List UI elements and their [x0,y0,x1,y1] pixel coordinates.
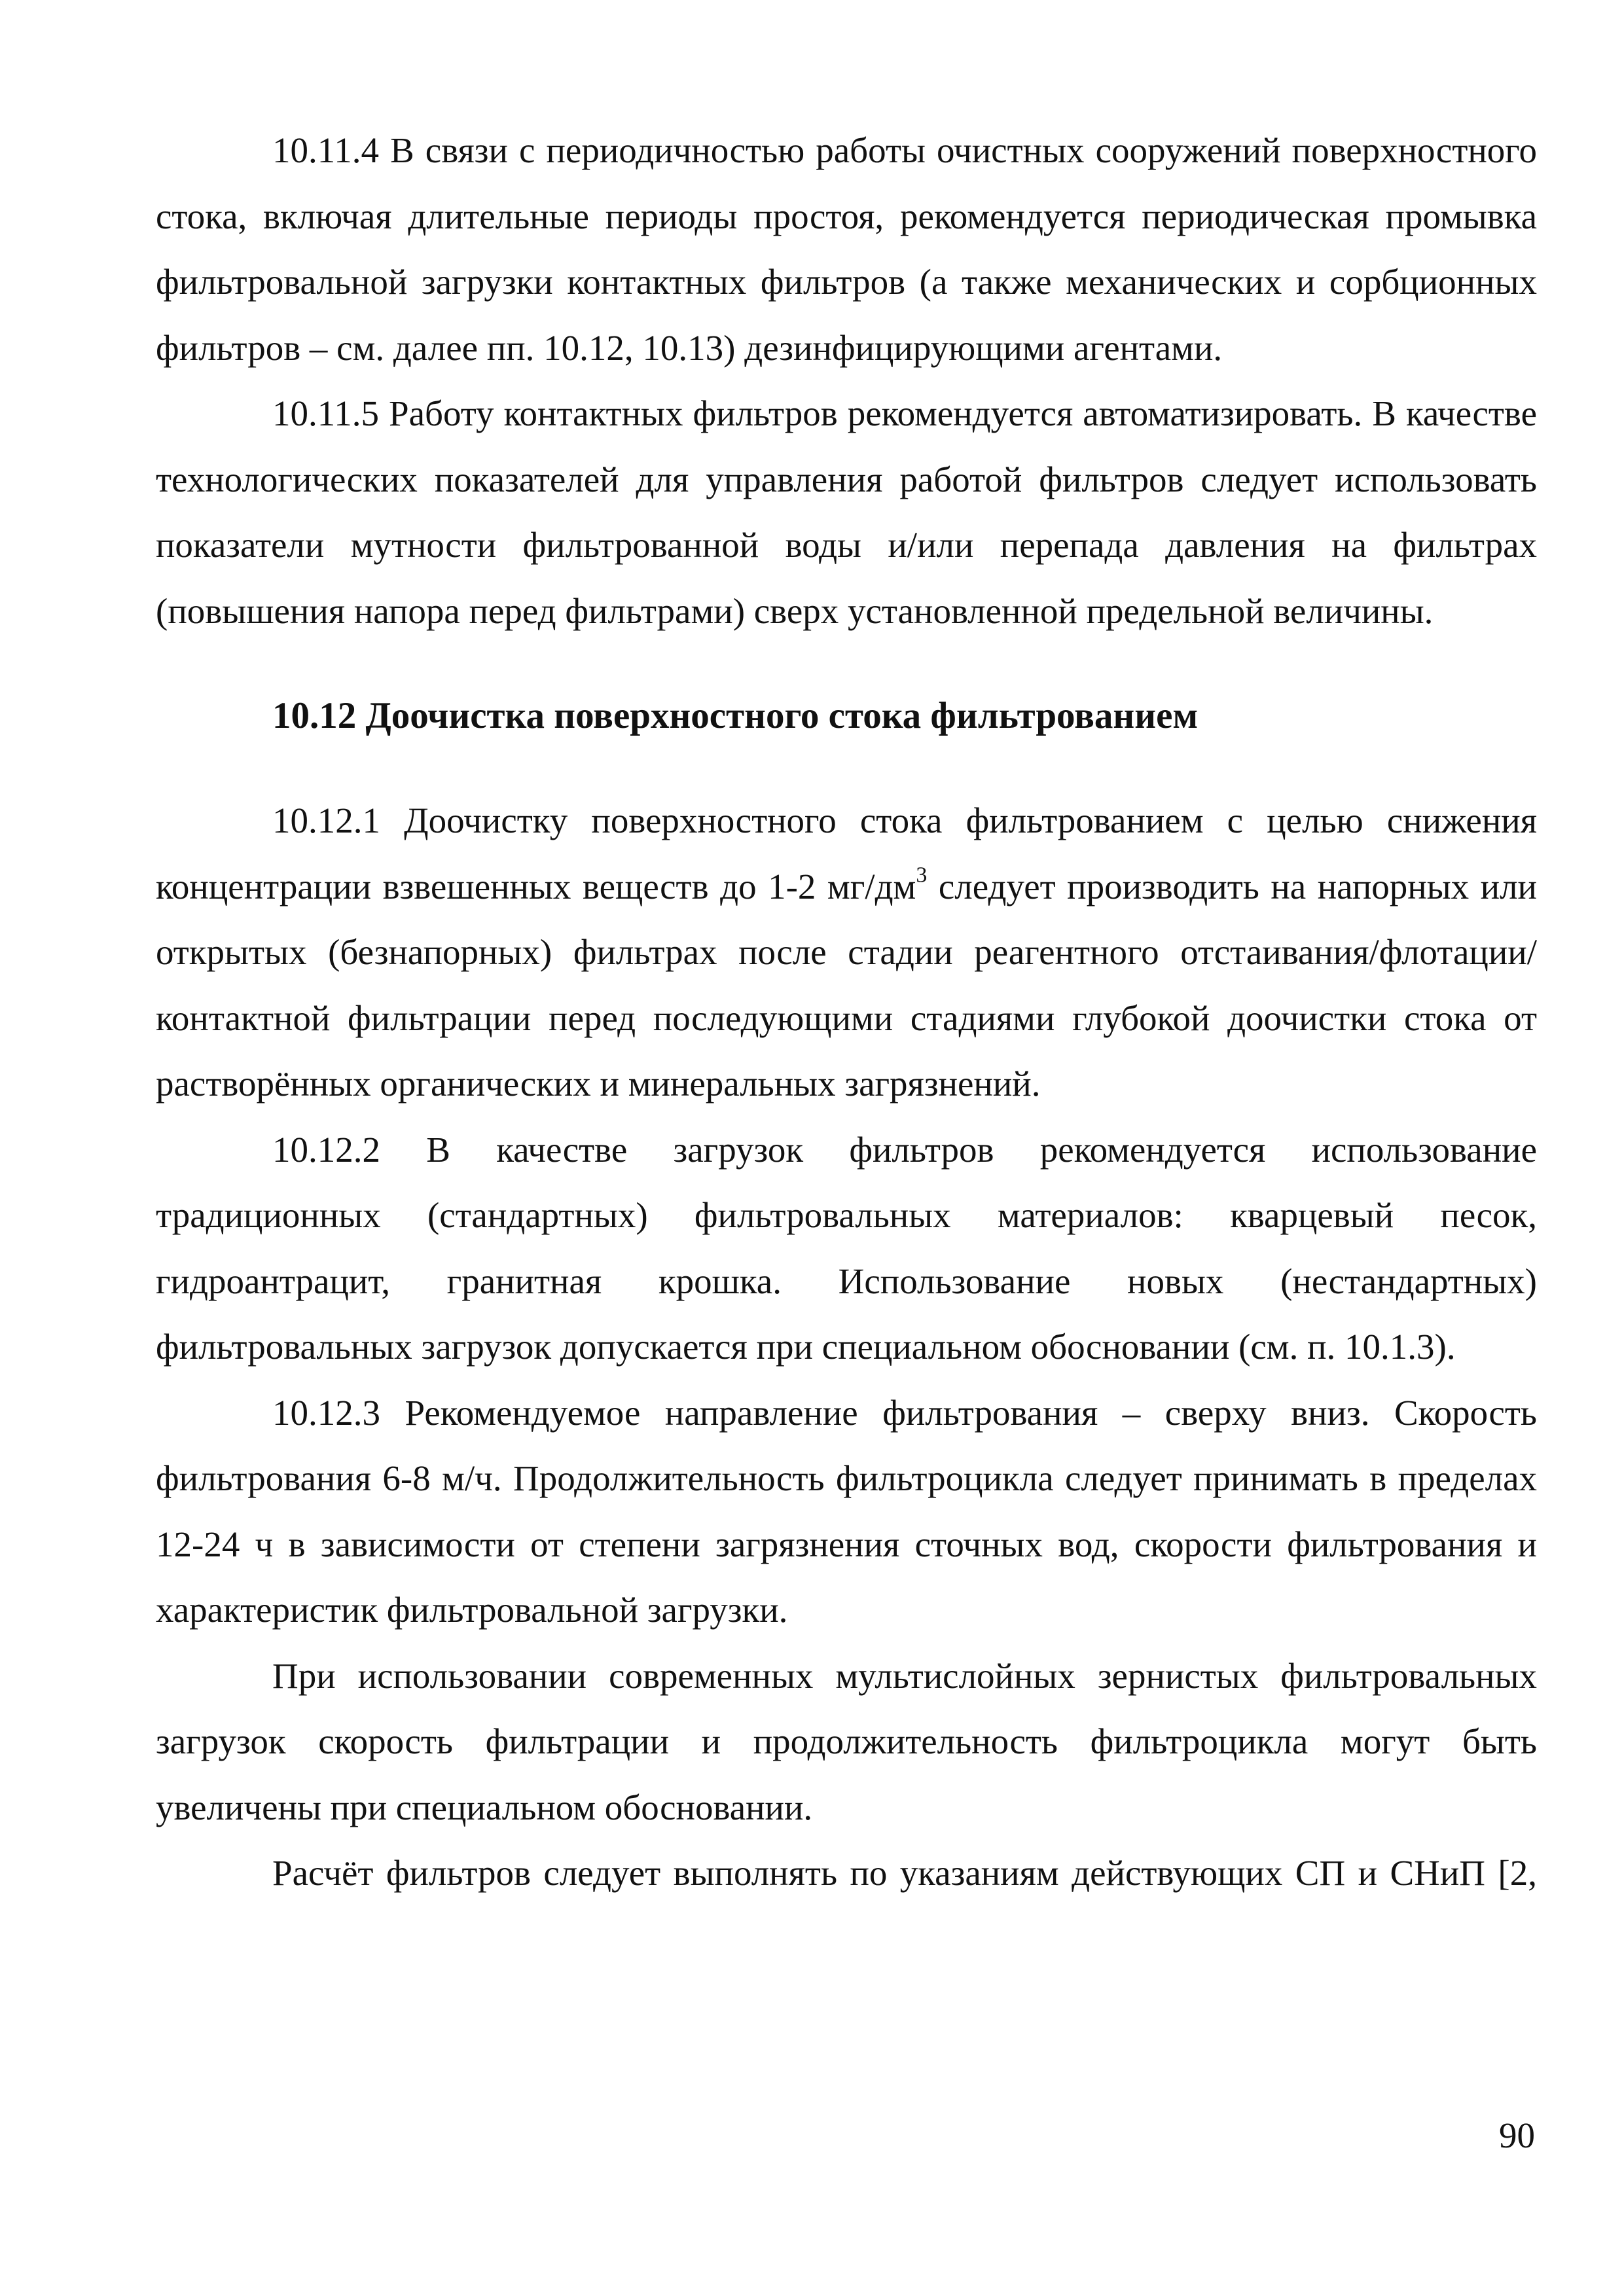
superscript-cubic: 3 [916,863,928,887]
paragraph-filter-calculation: Расчёт фильтров следует выполнять по указаниям действующих СП и СНиП [2, [272,1853,1537,1893]
paragraph-multilayer-loads: При использовании современных мультислойных зернистых фильтровальных загрузок скорость фильтрации и продолжительность фильтроцикла могут быть увеличены при специальном обосновании. [156,1655,1537,1827]
paragraph-10-12-3: 10.12.3 Рекомендуемое направление фильтрования – сверху вниз. Скорость фильтрования 6-8 м/ч. Продолжительность фильтроцикла следует принимать в пределах 12-24 ч в зависимости от степени загрязнения сточных вод, скорости фильтрования и характеристик фильтровальной загрузки. [156,1392,1537,1630]
paragraph-10-11-4: 10.11.4 В связи с периодичностью работы очистных сооружений поверхностного стока, включая длительные периоды простоя, рекомендуется периодическая промывка фильтровальной загрузки контактных фильтров (а также механических и сорбционных фильтров – см. далее пп. 10.12, 10.13) дезинфицирующими агентами. [156,130,1537,368]
paragraph-10-12-1-text-before: 10.12.1 Доочистку поверхностного стока фильтрованием с целью снижения концентрации взвешенных веществ до 1-2 мг/дм [156,800,1537,906]
section-heading-10-12: 10.12 Доочистка поверхностного стока фильтрованием [272,695,1199,736]
page-number: 90 [1499,2115,1535,2155]
document-page [156,118,1537,1907]
paragraph-10-12-2: 10.12.2 В качестве загрузок фильтров рекомендуется использование традиционных (стандартных) фильтровальных материалов: кварцевый песок, гидроантрацит, гранитная крошка. Использование новых (нестандартных) фильтровальных загрузок допускается при специальном обосновании (см. п. 10.1.3). [156,1129,1537,1367]
paragraph-10-12-1 [156,788,1537,1117]
paragraph-10-11-5: 10.11.5 Работу контактных фильтров рекомендуется автоматизировать. В качестве технологических показателей для управления работой фильтров следует использовать показатели мутности фильтрованной воды и/или перепада давления на фильтрах (повышения напора перед фильтрами) сверх установленной предельной величины. [156,393,1537,631]
paragraph-10-12-1-text-after: следует производить на напорных или открытых (безнапорных) фильтрах после стадии реагентного отстаивания/флотации/контактной фильтрации перед последующими стадиями глубокой доочистки стока от растворённых органических и минеральных загрязнений. [156,866,1537,1103]
